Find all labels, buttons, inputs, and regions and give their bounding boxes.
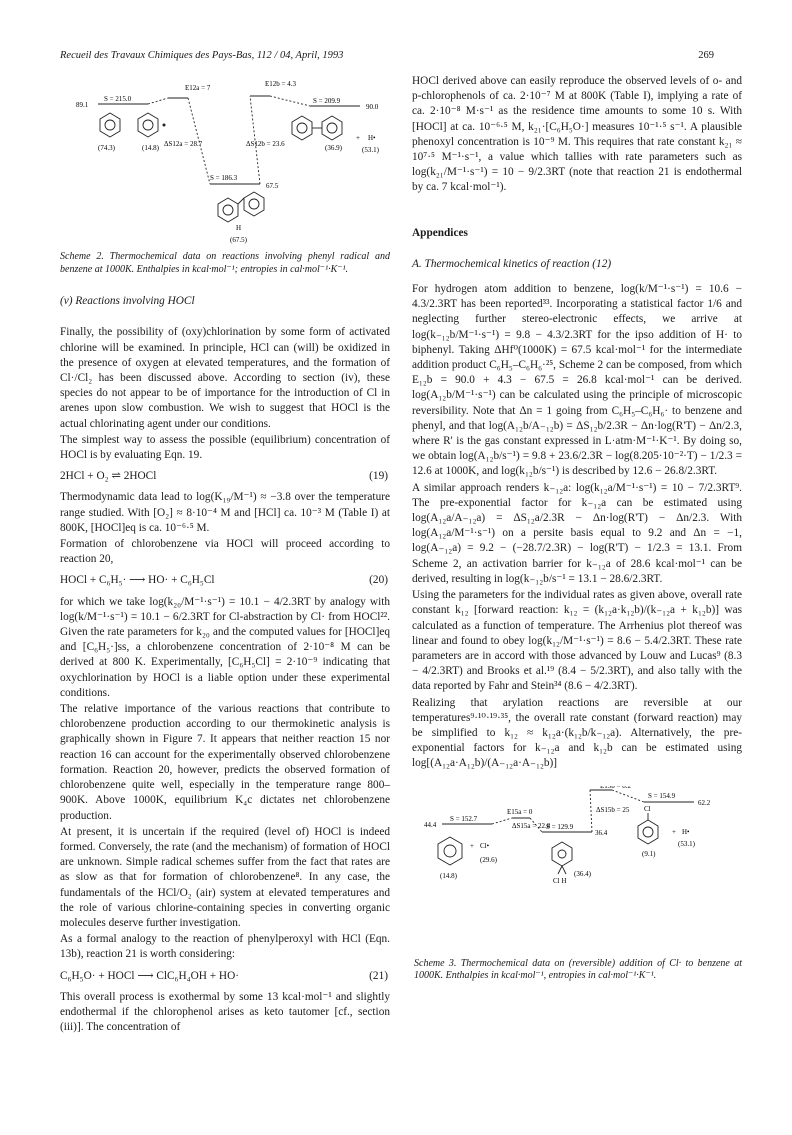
s1527-label: S = 152.7 [450,814,478,823]
scheme-3-diagram [412,786,742,951]
paragraph: for which we take log(k₂₀/M⁻¹·s⁻¹) = 10.1 − 4/2.3RT by analogy with log(k/M⁻¹·s⁻¹) = 10.1 − 6/2.3RT for Cl-abstraction by Cl· from HOCl²². Given the rate parameters for k₂₀ and the computed values for [HOCl]eq and [C₆H₅·]ss, a chlorobenzene concentration of 2·10⁻⁸ M can be derived at 800 K. Experimentally, [C₆H₅Cl] = 2·10⁻⁹ indicating that oxychlorination by HOCl is a liable option under these experimental conditions. [60,595,390,699]
v891-label: 89.1 [76,101,89,109]
paragraph: This overall process is exothermal by some 13 kcal·mol⁻¹ and slightly endothermal if the chlorophenol arises as keto tautomer [cf., section (iii)]. The concentration of [60,990,390,1034]
v444-label: 44.4 [424,820,437,829]
s2099-label: S = 209.9 [313,97,341,105]
s2150-label: S = 215.0 [104,95,132,103]
paragraph: The relative importance of the various reactions that contribute to chlorobenzene production according to our thermokinetic analysis is graphically shown in Figure 7. It appears that neither reaction 15 nor reaction 16 can account for the experimentally observed chlorobenzene formation. Reaction 20, however, predicts the observed formation of chlorobenzene quite well, especially in the temperature range 800–900K. Above 1000K, equilibrium K₄c dictates net chlorobenzene production. [60,703,390,822]
page-number: 269 [698,50,714,61]
scheme-2 [60,74,390,276]
e15b-label: E15b = 8.2 [600,785,631,790]
cp-h-label: (53.1) [678,839,695,848]
scheme-3-caption: Scheme 3. Thermochemical data on (reversible) addition of Cl· to benzene at 1000K. Enthalpies in kcal·mol⁻¹, entropies in cal·mol⁻¹·K⁻¹. [414,957,742,982]
s1863-label: S = 186.3 [210,174,238,182]
h-label: H [236,224,242,232]
h-radical-label: H• [682,827,690,836]
paragraph: Using the parameters for the individual rates as given above, overall rate constant k₁₂ [forward reaction: k₁₂ = (k₁₂a·k₁₂b)/(k₋₁₂a + k₁₂b)] was calculated as a function of temperature. The Arrhenius plot thereof was linear and found to obey log(k₁₂/M⁻¹·s⁻¹) = 8.6 − 5.4/2.3RT. These rate parameters are in accord with those advanced by Louw and Lucas⁹ (8.3 − 4/2.3RT) and Brooks et al.¹⁹ (8.4 − 5/2.3RT), and also tally with the data reported by Fahr and Stein³⁴ (8.6 − 4/2.3RT). [412,589,742,693]
paragraph: The simplest way to assess the possible (equilibrium) concentration of HOCl is by evaluating Eqn. 19. [60,433,390,462]
cp-cl-label: (9.1) [642,849,656,858]
paragraph: Formation of chlorobenzene via HOCl will proceed according to reaction 20, [60,538,390,566]
cp4-label: (53.1) [362,146,379,154]
appendix-a-heading: A. Thermochemical kinetics of reaction (12) [412,257,612,270]
paragraph: HOCl derived above can easily reproduce the observed levels of o- and p-chlorophenols of ca. 2·10⁻⁷ M at 800K (Table I), implying a rate of ca. 2·10⁻⁸ M·s⁻¹ as the residence time amounts to some 10 s. With [HOCl] at ca. 10⁻⁶·⁵ M, k₂₁·[C₆H₅O·] measures 10⁻¹·⁵ s⁻¹. A plausible phenoxyl concentration is 10⁻⁹ M. This requires that rate constant k₂₁ ≈ 10⁷·⁵ M⁻¹·s⁻¹, a value which tallies with rate parameters such as log(k₂₁/M⁻¹·s⁻¹) = 10 − 9/2.3RT (note that reaction 21 is endothermal by ca. 7 kcal·mol⁻¹). [412,75,742,194]
equation-20-number: (20) [369,574,388,587]
paragraph: At present, it is uncertain if the required (level of) HOCl is indeed formed. Conversely, the rate (and the mechanism) of formation of HOCl are unknown. Simple radical schemes suffer from the fact that rates are as slow as that for formation of chlorobenzene⁸. In any case, the fundamentals of the HCl/O₂ (air) system at elevated temperatures and the role of various chlorine-containing species in converting organic molecules deserve further investigation. [60,825,390,929]
paragraph: A similar approach renders k₋₁₂a: log(k₁₂a/M⁻¹·s⁻¹) = 10 − 7/2.3RT⁹. The pre-exponential factor for k₋₁₂a can be estimated using log(A₁₂a/A₋₁₂a) = ΔS₁₂a/2.3R − Δn·log(R'T) − Δn/2.3. With log(A₁₂a/M⁻¹·s⁻¹) on a persite basis equal to 9.2 and Δn = −1, log(A₋₁₂a) = 9.2 − (−28.7/2.3R) − log(R'T) − 1/2.3 = 13.1. From Scheme 2, an activation barrier for k₋₁₂a of 28.6 kcal·mol⁻¹ can be derived, resulting in log(k₋₁₂b/s⁻¹ = 13.1 − 28.6/2.3RT. [412,481,742,585]
cp-int-label: (36.4) [574,869,591,878]
plus-cl-label: + [470,841,474,850]
v622-label: 62.2 [698,798,711,807]
journal-header: Recueil des Travaux Chimiques des Pays-Bas, 112 / 04, April, 1993 [60,50,344,61]
cp5-label: (67.5) [230,236,247,244]
ds15b-label: ΔS15b = 25 [596,805,630,814]
plus-h-label: + [672,827,676,836]
section-title-hocl: (v) Reactions involving HOCl [60,295,195,308]
e15a-label: E15a = 0 [507,807,533,816]
equation-19-body: 2HCl + O₂ ⇌ 2HOCl [60,470,157,483]
cp1-label: (74.3) [98,144,115,152]
scheme-2-caption: Scheme 2. Thermochemical data on reactions involving phenyl radical and benzene at 1000K. Enthalpies in kcal·mol⁻¹; entropies in cal·mol⁻¹·K⁻¹. [60,251,390,275]
left-column [60,74,390,1036]
paragraph: For hydrogen atom addition to benzene, log(k/M⁻¹·s⁻¹) = 10.6 − 4.3/2.3RT has been reported³³. Incorporating a statistical factor 1/6 and neglecting further stereo-electronic effects, we arrive at log(k₋₁₂b/M⁻¹·s⁻¹) = 9.8 − 4.3/2.3RT for the ipso addition of H· to biphenyl. Taking ΔHf⁰(1000K) = 67.5 kcal·mol⁻¹ for the intermediate addition product C₆H₅–C₆H₆·²⁵, Scheme 2 can be composed, from which E₁₂b = 90.0 + 4.3 − 67.5 = 26.8 kcal·mol⁻¹ can be derived. log(A₁₂b/M⁻¹·s⁻¹) can be calculated using the principle of microscopic reversibility. Note that Δn = 1 going from C₆H₅–C₆H₆· to benzene and phenyl, and that log(A₁₂b/A₋₁₂b) = ΔS₁₂b/2.3R − Δn·log(R'T) − Δn/2.3, where R' is the gas constant expressed in L·atm·M⁻¹·K⁻¹. By doing so, we obtain log(A₁₂b/s⁻¹) = 9.8 + 23.6/2.3R − log(8.205·10⁻²·T) − 1/2.3 = 12.6 at 1000K, and log(k₁₂b/s⁻¹) is described by 12.6 − 26.8/2.3RT. [412,283,742,478]
e12a-label: E12a = 7 [185,84,211,92]
scheme-3 [412,786,742,983]
scheme-2-diagram [60,74,390,244]
equation-21-body: C₆H₅O· + HOCl ⟶ ClC₆H₄OH + HO· [60,969,240,982]
equation-20-body: HOCl + C₆H₅· ⟶ HO· + C₆H₅Cl [60,574,215,587]
cl-top-label: Cl [644,804,651,813]
cp-bz-label: (14.8) [440,871,457,880]
ds15a-label: ΔS15a = 22.8 [512,821,551,830]
equation-20 [60,573,390,588]
v900-label: 90.0 [366,103,379,111]
e12b-label: E12b = 4.3 [265,80,296,88]
cl-h-label: Cl H [553,876,567,885]
paragraph: As a formal analogy to the reaction of phenylperoxyl with HCl (Eqn. 13b), reaction 21 is worth considering: [60,933,390,961]
cp2-label: (14.8) [142,144,159,152]
ds12a-label: ΔS12a = 28.7 [164,140,203,148]
s1549-label: S = 154.9 [648,791,676,800]
equation-19 [60,469,390,484]
ds12b-label: ΔS12b = 23.6 [246,140,285,148]
h-radical-label: H• [368,134,376,142]
appendices-heading: Appendices [412,226,468,239]
equation-21 [60,969,390,984]
equation-19-number: (19) [369,470,388,483]
s1299-label: S = 129.9 [546,822,574,831]
equation-21-number: (21) [369,969,388,982]
cl-radical-label: Cl• [480,841,490,850]
v675-label: 67.5 [266,182,279,190]
paragraph: Thermodynamic data lead to log(K₁₉/M⁻¹) ≈ −3.8 over the temperature range studied. With [O₂] ≈ 8·10⁻⁴ M and [HCl] ca. 10⁻³ M (Table I) at 800K, [HOCl]eq is ca. 10⁻⁶·⁵ M. [60,491,390,534]
right-column [412,74,742,983]
paragraph: Realizing that arylation reactions are reversible at our temperatures⁹·¹⁰·¹⁹·³⁵, the overall rate constant (forward reaction) may be simplified to k₁₂ ≈ k₁₂a·(k₁₂b/k₋₁₂a). Alternatively, the pre-exponential factors for k₋₁₂a and k₁₂b can be estimated using log[(A₁₂a·A₁₂b)/(A₋₁₂a·A₋₁₂b)] [412,696,742,770]
v364-label: 36.4 [595,828,608,837]
cp3-label: (36.9) [325,144,342,152]
cp-clr-label: (29.6) [480,855,497,864]
paragraph: Finally, the possibility of (oxy)chlorination by some form of activated chlorine will be examined. In principle, HCl can (will) be oxidized in the presence of oxygen at elevated temperatures, and the formation of Cl·/Cl₂ has been discussed above. According to section (iv), these species do not appear to be of importance for the introduction of Cl in arenes upon slow combustion. We wish to suggest that HOCl is the actual chlorinating agent under our conditions. [60,326,390,430]
plus-label: + [356,134,360,142]
